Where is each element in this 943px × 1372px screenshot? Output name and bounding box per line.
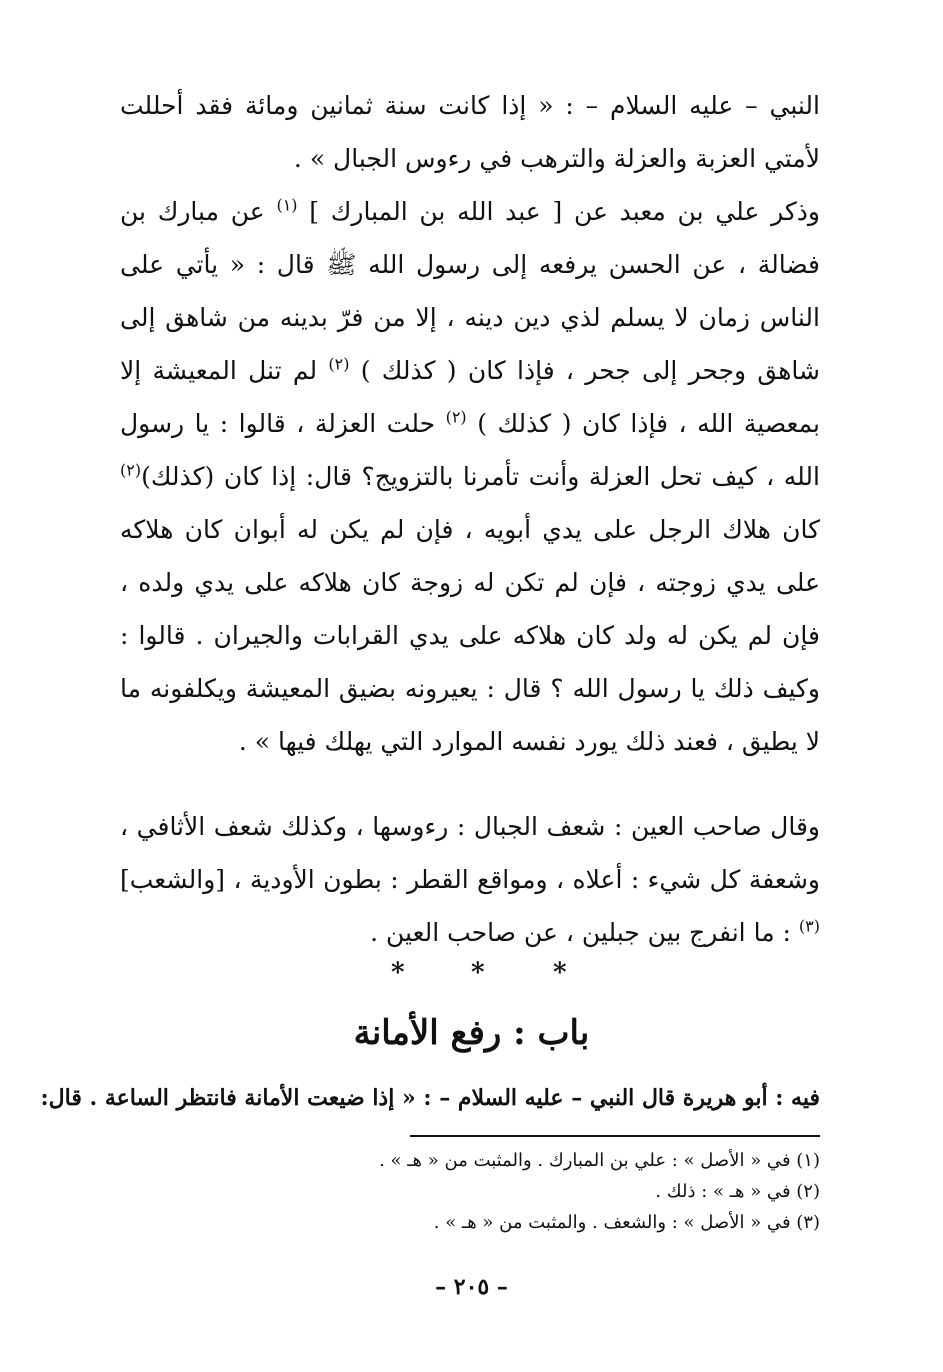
paragraph-3-text [120,800,820,959]
separator-asterisk: * [553,958,567,988]
paragraph-3-part-b: : ما انفرج بين جبلين ، عن صاحب العين . [370,918,799,947]
paragraph-2-part-d: حلت العزلة ، قالوا : يا رسول الله ، كيف تحل العزلة وأنت تأمرنا بالتزويج؟ قال: إذا كان (كذلك) [120,409,820,491]
paragraph-2-part-c: لم تنل المعيشة إلا بمعصية الله ، فإذا كان ( كذلك ) [120,356,820,438]
footnote-ref-2: (٢) [328,354,350,374]
separator-asterisk: * [471,958,485,988]
paragraph-2 [120,185,820,768]
chapter-title: باب : رفع الأمانة [353,1013,590,1053]
paragraph-1 [120,79,820,185]
footnotes [120,1145,820,1238]
page-number: – ٢٠٥ – [435,1274,508,1300]
footnote-ref-3: (٣) [798,916,820,936]
separator-asterisk: * [391,958,405,988]
footnote-ref-2b: (٢) [445,407,467,427]
footnote-2: (٢) في « هـ » : ذلك . [655,1181,820,1202]
footnote-1: (١) في « الأصل » : علي بن المبارك . والمثبت من « هـ » . [379,1150,820,1171]
paragraph-2-part-a: وذكر علي بن معبد عن [ عبد الله بن المبارك ] [297,197,820,226]
footnote-ref-2c: (٢) [120,460,142,480]
paragraph-3 [120,800,820,959]
footnote-divider [410,1135,820,1137]
paragraph-2-part-b: عن مبارك بن فضالة ، عن الحسن يرفعه إلى رسول الله ﷺ قال : « يأتي على الناس زمان لا يسلم لذي دين دينه ، إلا من فرّ بدينه من شاهق إلى شاهق وجحر إلى جحر ، فإذا كان ( كذلك ) [120,197,820,385]
paragraph-2-part-e: كان هلاك الرجل على يدي أبويه ، فإن لم يكن له أبوان كان هلاكه على يدي زوجته ، فإن لم تكن له زوجة كان هلاكه على يدي ولده ، فإن لم يكن له ولد كان هلاكه على يدي القرابات والجيران . قالوا : وكيف ذلك يا رسول الله ؟ قال : يعيرونه بضيق المعيشة ويكلفونه ما لا يطيق ، فعند ذلك يورد نفسه الموارد التي يهلك فيها » . [120,515,820,756]
footnote-ref-1: (١) [276,195,298,215]
section-separator [0,958,943,998]
footnote-3: (٣) في « الأصل » : والشعف . والمثبت من « هـ » . [433,1212,820,1233]
paragraph-2-text [120,185,820,768]
chapter-intro-line: فيه : أبو هريرة قال النبي – عليه السلام – : « إذا ضيعت الأمانة فانتظر الساعة . قال: [40,1085,820,1111]
paragraph-3-part-a: وقال صاحب العين : شعف الجبال : رءوسها ، وكذلك شعف الأثافي ، وشعفة كل شيء : أعلاه ، ومواقع القطر : بطون الأودية ، [والشعب] [120,812,820,894]
paragraph-1-text: النبي – عليه السلام – : « إذا كانت سنة ثمانين ومائة فقد أحللت لأمتي العزبة والعزلة والترهب في رءوس الجبال » . [120,91,820,173]
